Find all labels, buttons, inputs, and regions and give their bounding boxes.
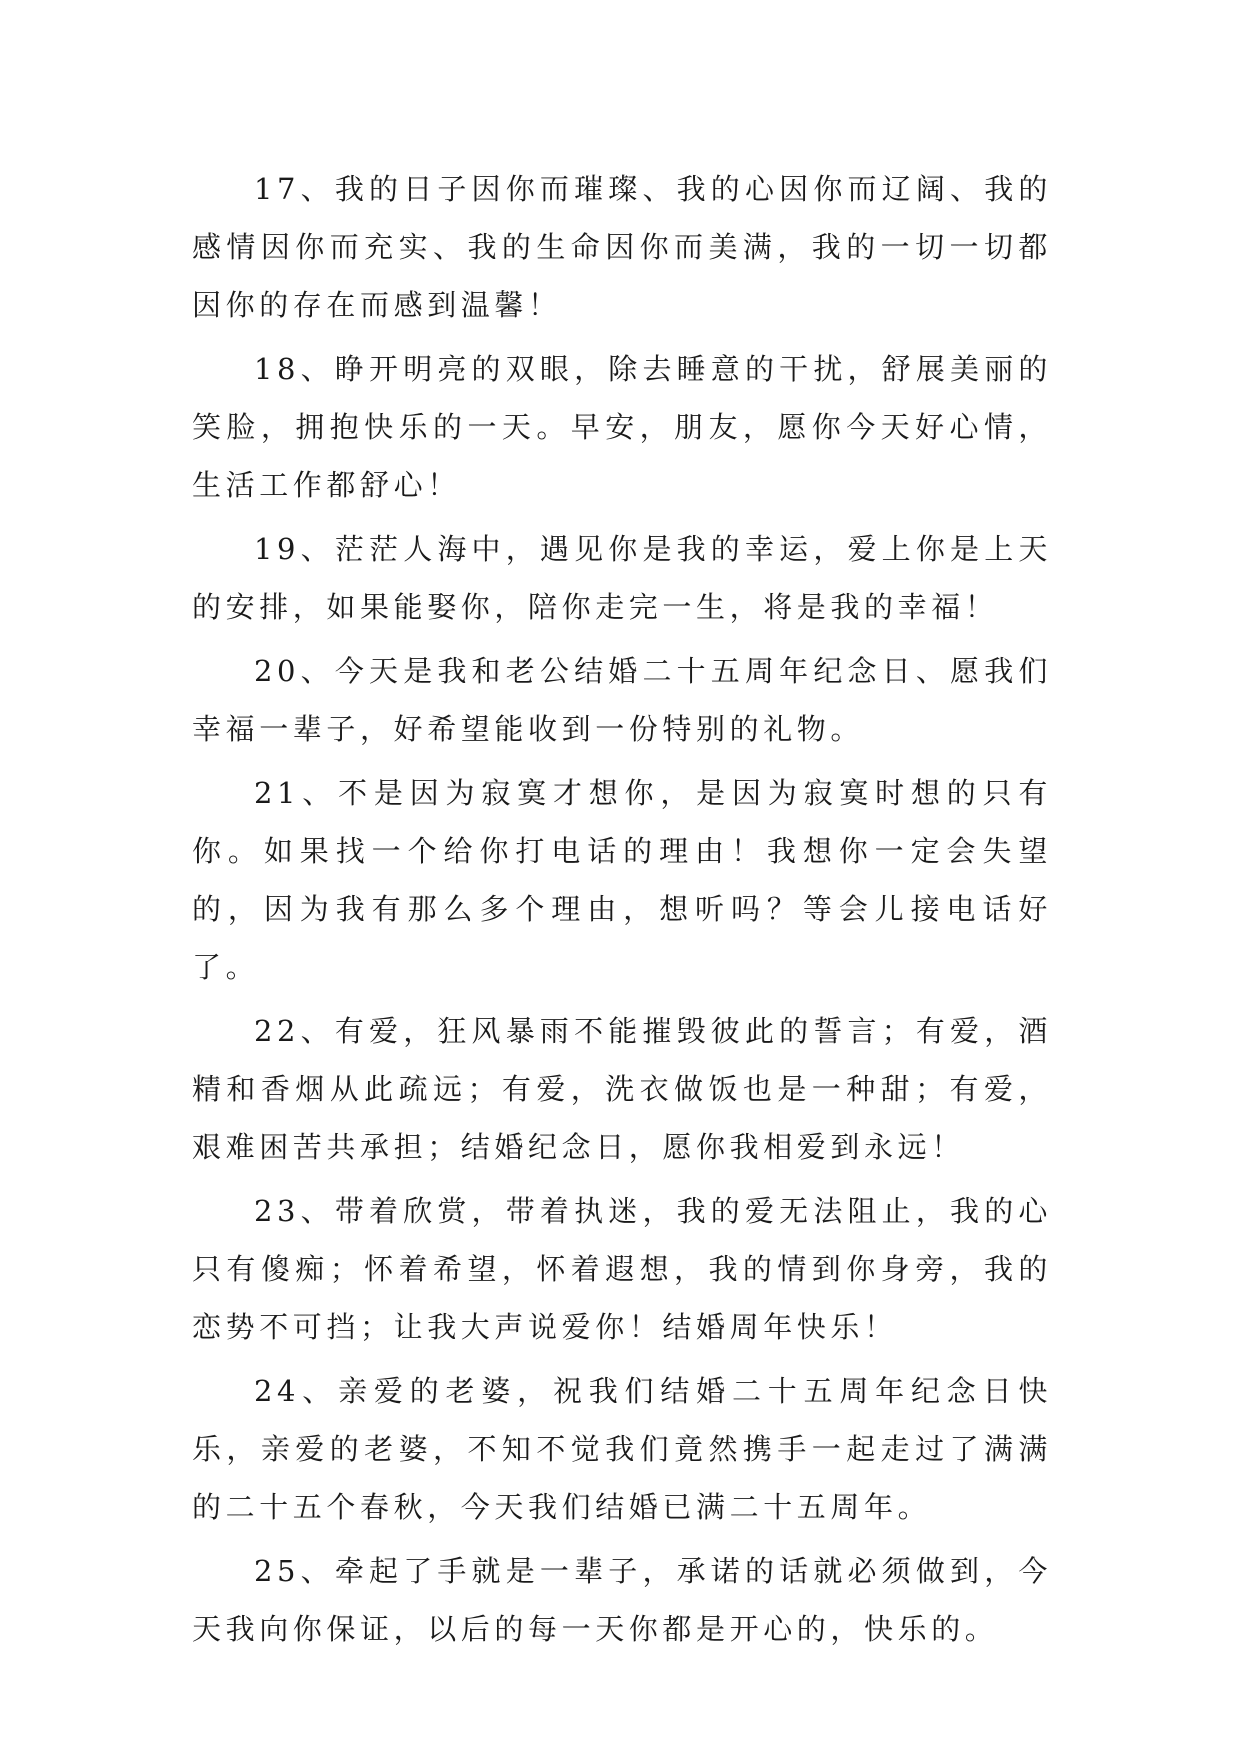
paragraph-17: 17、我的日子因你而璀璨、我的心因你而辽阔、我的感情因你而充实、我的生命因你而美满，我的一切一切都因你的存在而感到温馨！ [192,172,1052,322]
paragraph-19: 19、茫茫人海中，遇见你是我的幸运，爱上你是上天的安排，如果能娶你，陪你走完一生，将是我的幸福！ [192,532,1052,624]
paragraph-22: 22、有爱，狂风暴雨不能摧毁彼此的誓言；有爱，酒精和香烟从此疏远；有爱，洗衣做饭也是一种甜；有爱，艰难困苦共承担；结婚纪念日，愿你我相爱到永远！ [192,1014,1052,1164]
paragraph-25: 25、牵起了手就是一辈子，承诺的话就必须做到，今天我向你保证，以后的每一天你都是开心的，快乐的。 [192,1554,1052,1646]
document-body [192,160,1052,1664]
paragraph-18: 18、睁开明亮的双眼，除去睡意的干扰，舒展美丽的笑脸，拥抱快乐的一天。早安，朋友，愿你今天好心情，生活工作都舒心！ [192,352,1052,502]
paragraph-20: 20、今天是我和老公结婚二十五周年纪念日、愿我们幸福一辈子，好希望能收到一份特别的礼物。 [192,654,1052,746]
paragraph-24: 24、亲爱的老婆，祝我们结婚二十五周年纪念日快乐，亲爱的老婆，不知不觉我们竟然携手一起走过了满满的二十五个春秋，今天我们结婚已满二十五周年。 [192,1374,1052,1524]
paragraph-23: 23、带着欣赏，带着执迷，我的爱无法阻止，我的心只有傻痴；怀着希望，怀着遐想，我的情到你身旁，我的恋势不可挡；让我大声说爱你！结婚周年快乐！ [192,1194,1052,1344]
paragraph-21: 21、不是因为寂寞才想你，是因为寂寞时想的只有你。如果找一个给你打电话的理由！我想你一定会失望的，因为我有那么多个理由，想听吗？等会儿接电话好了。 [192,776,1052,984]
